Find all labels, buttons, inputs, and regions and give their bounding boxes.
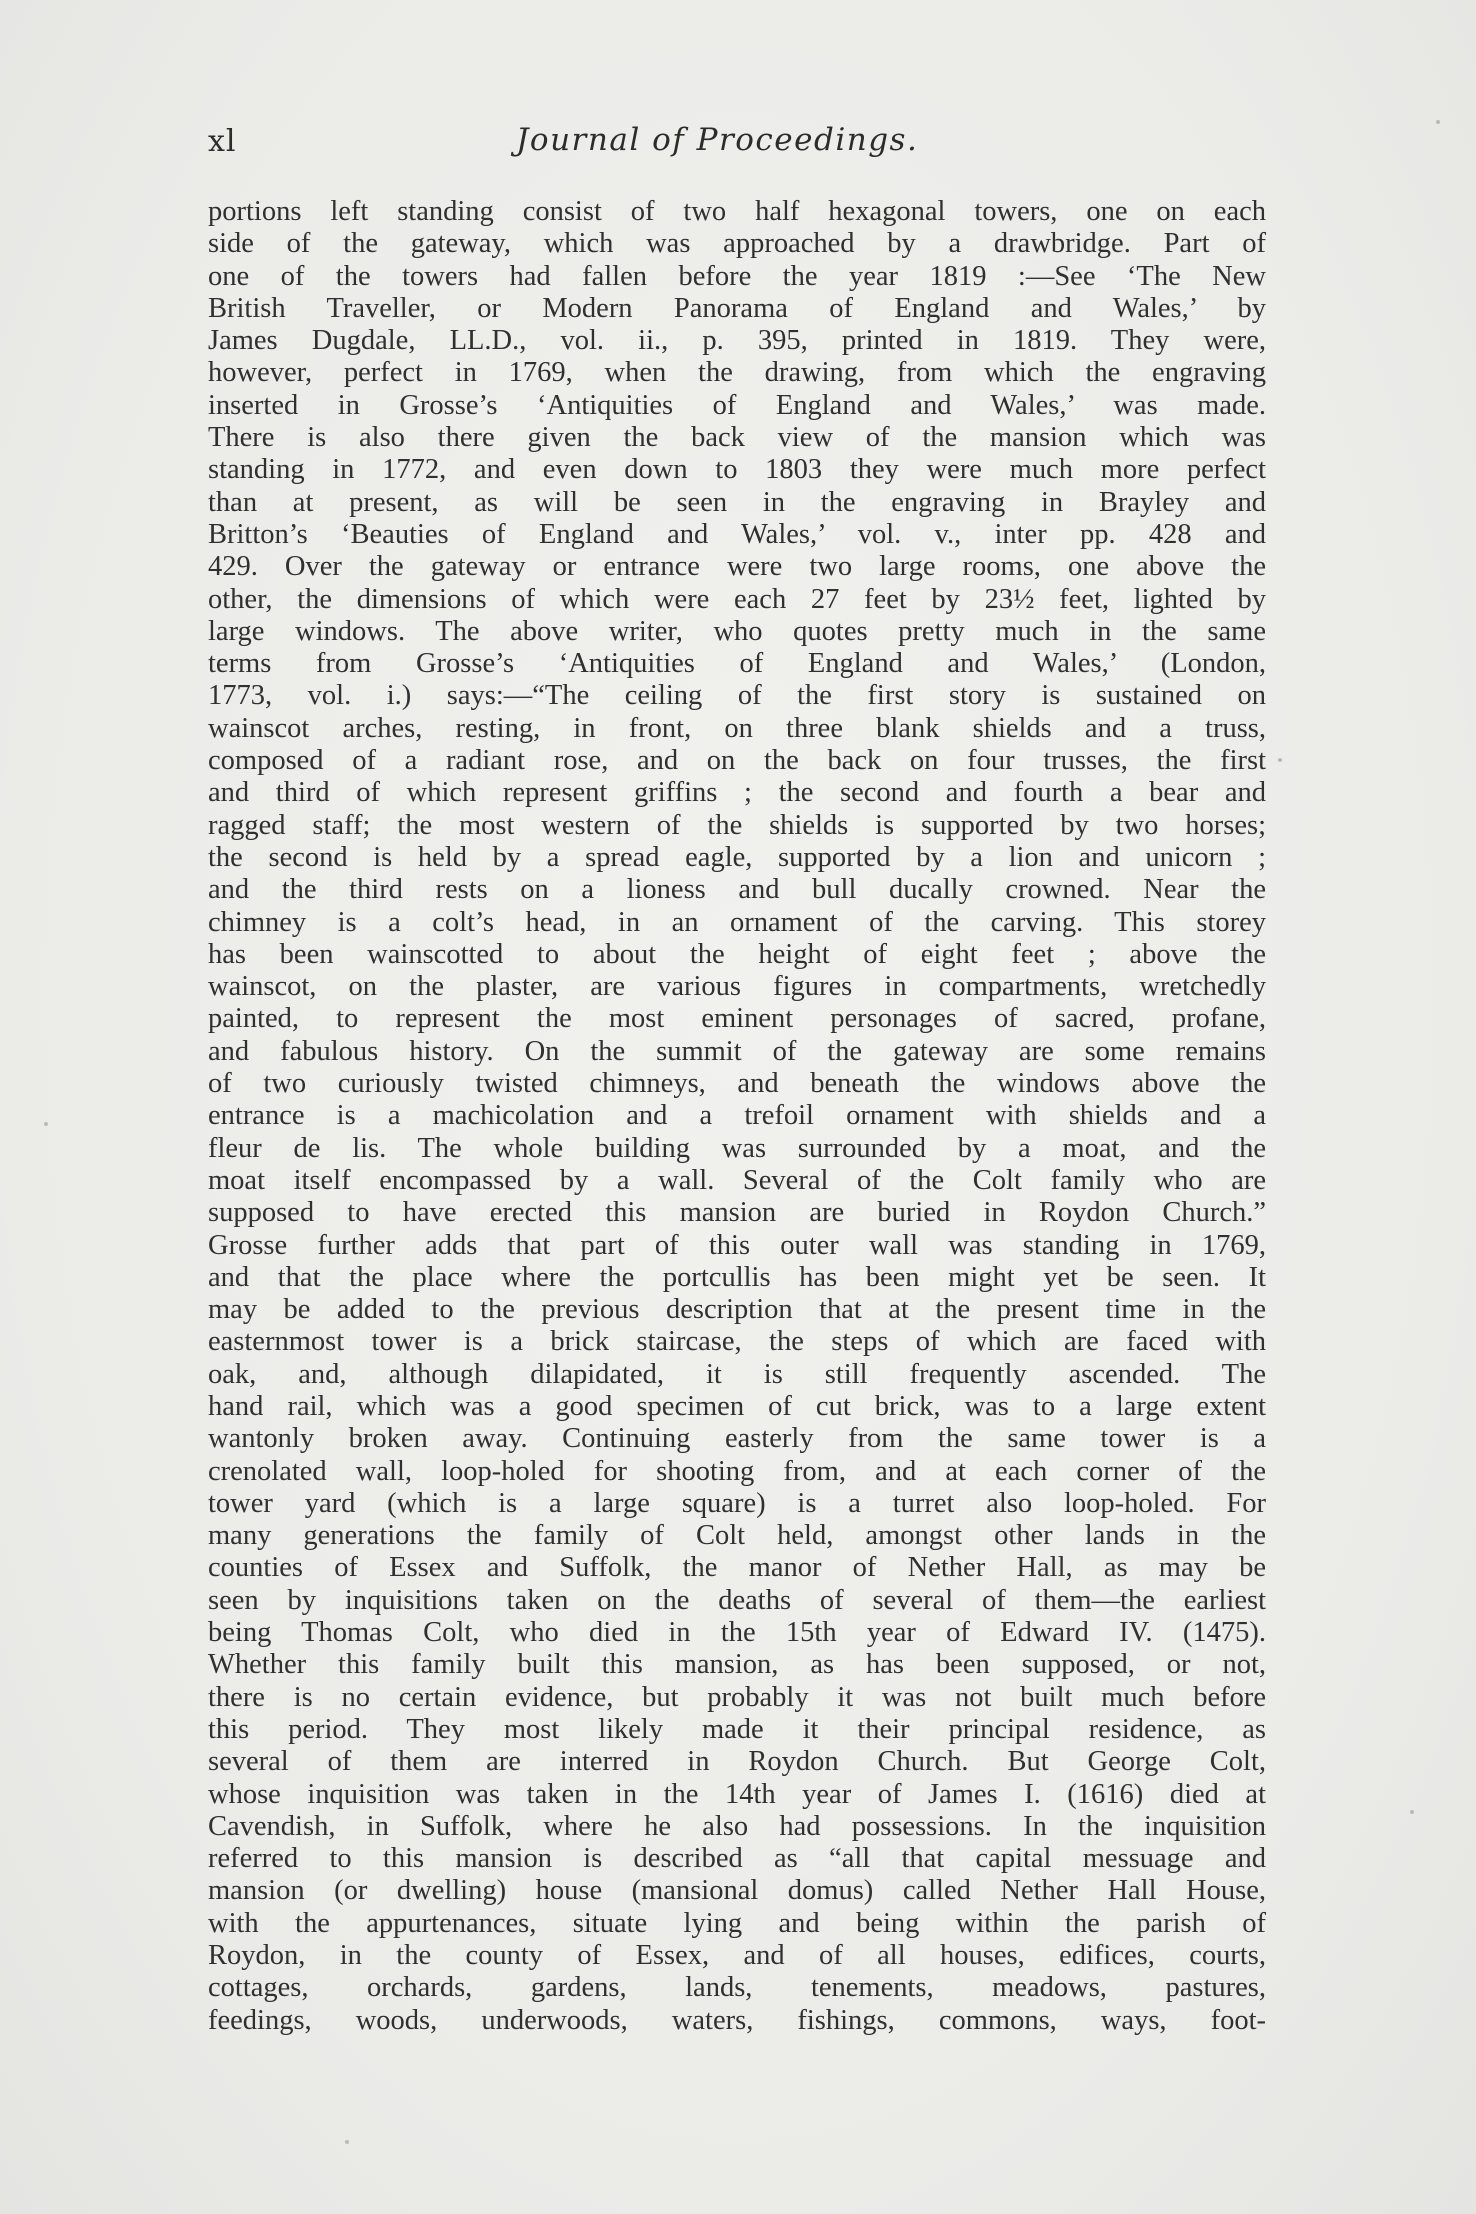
paper-speck [1436, 120, 1440, 124]
text-line: there is no certain evidence, but probably it was not built much before [208, 1681, 1266, 1713]
paper-speck [345, 2140, 349, 2144]
text-line: may be added to the previous description that at the present time in the [208, 1294, 1266, 1326]
text-line: and fabulous history. On the summit of the gateway are some remains [208, 1035, 1266, 1067]
text-line: whose inquisition was taken in the 14th year of James I. (1616) died at [208, 1778, 1266, 1810]
text-line: fleur de lis. The whole building was surrounded by a moat, and the [208, 1132, 1266, 1164]
paper-speck [1410, 1810, 1414, 1814]
text-line: many generations the family of Colt held, amongst other lands in the [208, 1520, 1266, 1552]
body-text [208, 196, 1266, 2069]
text-line: side of the gateway, which was approached by a drawbridge. Part of [208, 228, 1266, 260]
text-line: standing in 1772, and even down to 1803 they were much more perfect [208, 454, 1266, 486]
text-line: hand rail, which was a good specimen of cut brick, was to a large extent [208, 1390, 1266, 1422]
text-line: of two curiously twisted chimneys, and beneath the windows above the [208, 1068, 1266, 1100]
text-line: terms from Grosse’s ‘Antiquities of England and Wales,’ (London, [208, 648, 1266, 680]
text-line: and that the place where the portcullis has been might yet be seen. It [208, 1261, 1266, 1293]
page-number: xl [208, 124, 237, 159]
text-line: inserted in Grosse’s ‘Antiquities of England and Wales,’ was made. [208, 389, 1266, 421]
page-header [208, 116, 1258, 172]
text-line: counties of Essex and Suffolk, the manor of Nether Hall, as may be [208, 1552, 1266, 1584]
text-line: referred to this mansion is described as “all that capital messuage and [208, 1843, 1266, 1875]
text-line: one of the towers had fallen before the year 1819 :—See ‘The New [208, 260, 1266, 292]
text-line: large windows. The above writer, who quotes pretty much in the same [208, 615, 1266, 647]
text-line: with the appurtenances, situate lying and being within the parish of [208, 1907, 1266, 1939]
text-line: however, perfect in 1769, when the drawing, from which the engraving [208, 357, 1266, 389]
text-line: than at present, as will be seen in the engraving in Brayley and [208, 486, 1266, 518]
text-line: Grosse further adds that part of this outer wall was standing in 1769, [208, 1229, 1266, 1261]
text-line: Roydon, in the county of Essex, and of all houses, edifices, courts, [208, 1940, 1266, 1972]
text-line: mansion (or dwelling) house (mansional domus) called Nether Hall House, [208, 1875, 1266, 1907]
text-line: seen by inquisitions taken on the deaths of several of them—the earliest [208, 1584, 1266, 1616]
text-line: several of them are interred in Roydon Church. But George Colt, [208, 1746, 1266, 1778]
text-line: the second is held by a spread eagle, supported by a lion and unicorn ; [208, 841, 1266, 873]
text-line: has been wainscotted to about the height of eight feet ; above the [208, 938, 1266, 970]
text-line: 1773, vol. i.) says:—“The ceiling of the first story is sustained on [208, 680, 1266, 712]
paper-speck [1278, 758, 1282, 762]
text-line: 429. Over the gateway or entrance were two large rooms, one above the [208, 551, 1266, 583]
text-line: cottages, orchards, gardens, lands, tenements, meadows, pastures, [208, 1972, 1266, 2004]
text-line: tower yard (which is a large square) is a turret also loop-holed. For [208, 1487, 1266, 1519]
text-line: entrance is a machicolation and a trefoil ornament with shields and a [208, 1100, 1266, 1132]
text-line: wainscot, on the plaster, are various figures in compartments, wretchedly [208, 971, 1266, 1003]
text-line: and third of which represent griffins ; the second and fourth a bear and [208, 777, 1266, 809]
text-line: portions left standing consist of two half hexagonal towers, one on each [208, 196, 1266, 227]
text-line: painted, to represent the most eminent personages of sacred, profane, [208, 1003, 1266, 1035]
text-line: Cavendish, in Suffolk, where he also had possessions. In the inquisition [208, 1810, 1266, 1842]
text-line: easternmost tower is a brick staircase, the steps of which are faced with [208, 1326, 1266, 1358]
text-line: wantonly broken away. Continuing easterly from the same tower is a [208, 1423, 1266, 1455]
text-line: feedings, woods, underwoods, waters, fishings, commons, ways, foot- [208, 2004, 1266, 2036]
text-line: Whether this family built this mansion, as has been supposed, or not, [208, 1649, 1266, 1681]
running-title: Journal of Proceedings. [516, 122, 919, 158]
text-line: this period. They most likely made it their principal residence, as [208, 1713, 1266, 1745]
text-line: other, the dimensions of which were each 27 feet by 23½ feet, lighted by [208, 583, 1266, 615]
text-line: There is also there given the back view of the mansion which was [208, 422, 1266, 454]
text-line: chimney is a colt’s head, in an ornament of the carving. This storey [208, 906, 1266, 938]
text-line: ragged staff; the most western of the shields is supported by two horses; [208, 809, 1266, 841]
text-line: and the third rests on a lioness and bull ducally crowned. Near the [208, 874, 1266, 906]
text-line: British Traveller, or Modern Panorama of England and Wales,’ by [208, 292, 1266, 324]
text-line: James Dugdale, LL.D., vol. ii., p. 395, printed in 1819. They were, [208, 325, 1266, 357]
text-line: wainscot arches, resting, in front, on three blank shields and a truss, [208, 712, 1266, 744]
text-line [208, 2037, 1266, 2069]
text-line: being Thomas Colt, who died in the 15th year of Edward IV. (1475). [208, 1617, 1266, 1649]
paper-speck [44, 1122, 48, 1126]
text-line: moat itself encompassed by a wall. Several of the Colt family who are [208, 1164, 1266, 1196]
text-line: composed of a radiant rose, and on the back on four trusses, the first [208, 745, 1266, 777]
text-line: crenolated wall, loop-holed for shooting from, and at each corner of the [208, 1455, 1266, 1487]
text-line: Britton’s ‘Beauties of England and Wales,’ vol. v., inter pp. 428 and [208, 518, 1266, 550]
text-line: supposed to have erected this mansion are buried in Roydon Church.” [208, 1197, 1266, 1229]
text-line: oak, and, although dilapidated, it is still frequently ascended. The [208, 1358, 1266, 1390]
